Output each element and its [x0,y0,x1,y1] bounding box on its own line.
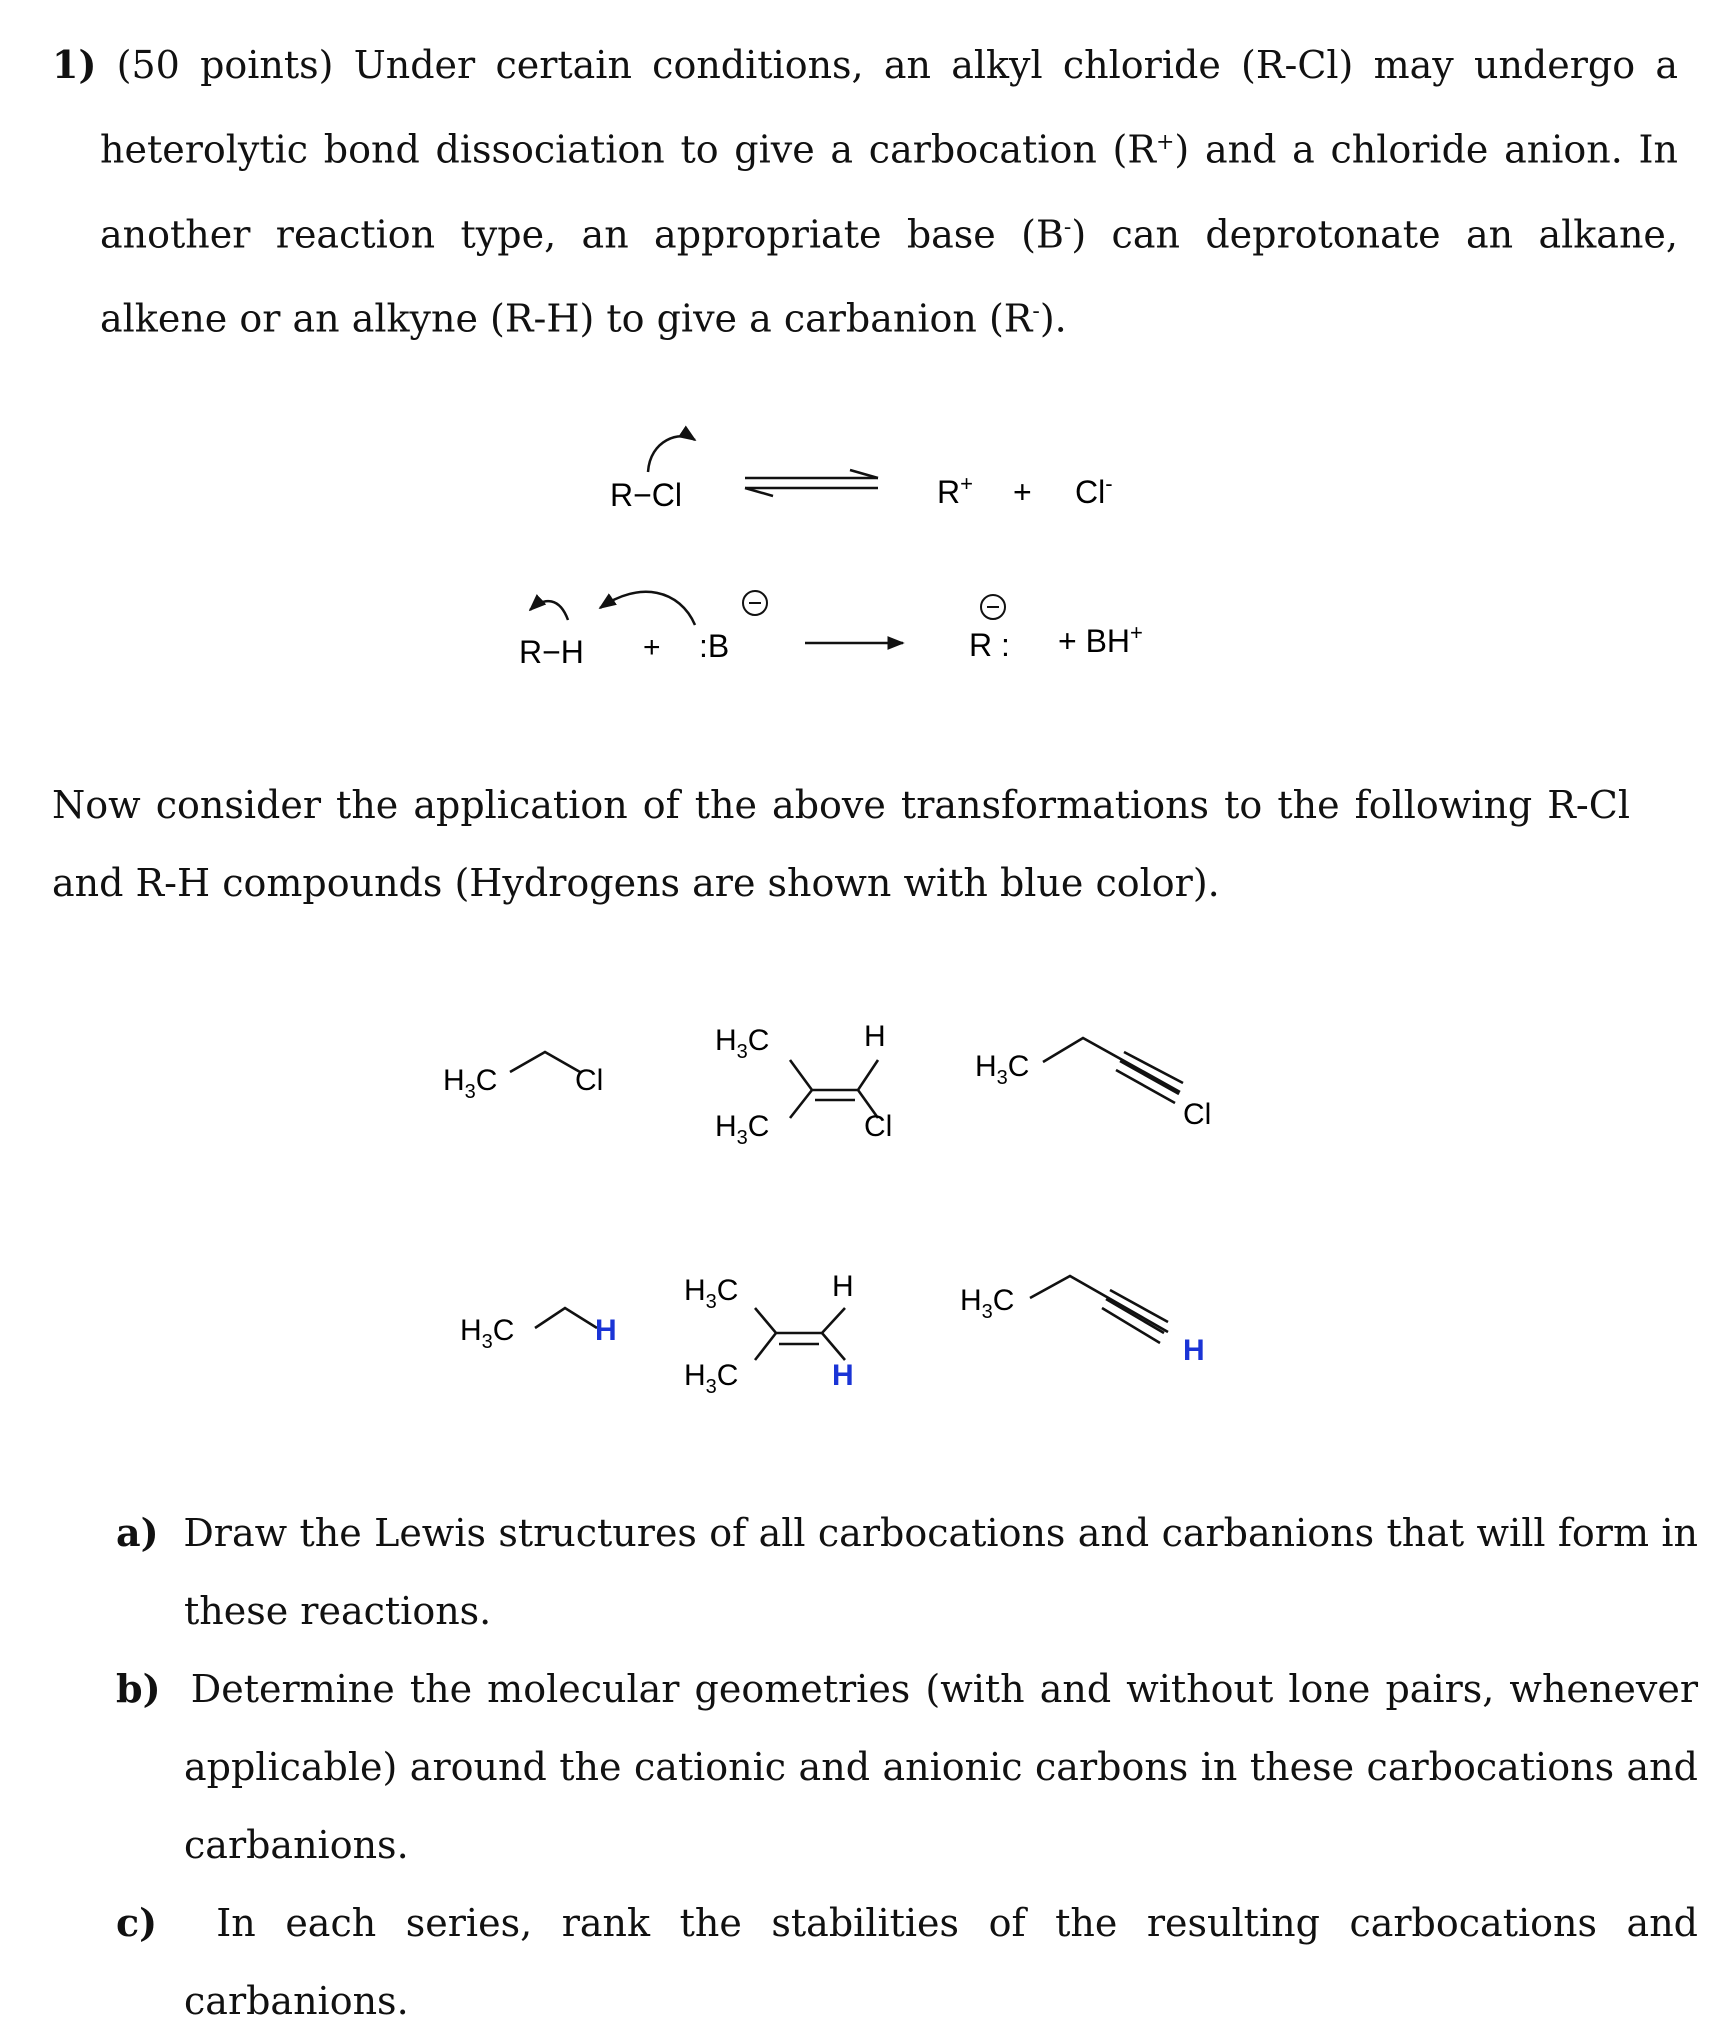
ch3-label: $H_3C$ [684,1359,739,1398]
cl-label: Cl [864,1110,893,1143]
r1-product-anion: Cl- [1075,471,1113,510]
part-a [116,1494,1698,1650]
hydrogen-label: H [832,1359,854,1392]
ch3-label: $H_3C$ [715,1110,770,1149]
curved-arrow-small-icon [530,601,568,620]
question-number: 1) [52,42,97,87]
r1-reactant: R−Cl [610,477,683,513]
hydrogen-label: H [1183,1334,1205,1367]
part-b [116,1650,1698,1884]
r2-base: :B [699,628,730,664]
curved-arrow-icon [648,436,695,472]
intro-text-2: ) and a chloride anion. In another reaction type, an appropriate base (B [100,127,1678,257]
r2-plus: + [643,631,661,664]
h-label: H [832,1270,854,1303]
ch3-label: $H_3C$ [684,1274,739,1313]
intro-text-1: Under certain conditions, an alkyl chloride (R-Cl) may undergo a heterolytic bond dissociation to give a carbocation (R [100,43,1678,172]
r2-reactant: R−H [519,634,584,670]
part-a-label: a) [116,1510,159,1555]
hydrogen-label: H [595,1314,617,1347]
r2-product-acid: + BH+ [1058,620,1143,659]
sup-minus-r: - [1032,299,1040,325]
r2-product-carbanion: R : [969,627,1010,663]
part-c [116,1884,1698,2040]
reaction-scheme [0,400,1732,1100]
cl-label: Cl [575,1064,604,1097]
cl-label: Cl [1183,1098,1212,1131]
intro-text-4: ). [1039,296,1067,341]
sup-minus-b: - [1063,214,1072,240]
r1-plus: + [1013,474,1032,510]
intro-text-3: ) can deprotonate an alkane, alkene or an alkyne (R-H) to give a carbanion (R [100,212,1678,341]
sup-plus: + [1155,130,1175,155]
part-c-label: c) [116,1900,158,1945]
question-intro [52,26,1678,358]
ch3-label: $H_3C$ [460,1314,515,1353]
h-label: H [864,1020,886,1053]
question-points: (50 points) [116,43,334,87]
part-c-text: In each series, rank the stabilities of the resulting carbocations and carbanions. [184,1901,1698,2023]
consider-paragraph: Now consider the application of the above transformations to the following R-Cl and R-H compounds (Hydrogens are shown with blue color). [52,783,1630,905]
part-a-text: Draw the Lewis structures of all carbocations and carbanions that will form in these reactions. [183,1511,1698,1633]
ch3-label: $H_3C$ [715,1024,770,1063]
compounds-diagram [0,1000,1732,1420]
part-b-text: Determine the molecular geometries (with and without lone pairs, whenever applicable) around the cationic and anionic carbons in these carbocations and carbanions. [184,1667,1698,1867]
part-b-label: b) [116,1666,161,1711]
ch3-label: $H_3C$ [443,1064,498,1103]
r1-product-cation: R+ [937,471,973,510]
ch3-label: $H_3C$ [960,1284,1015,1323]
ch3-label: $H_3C$ [975,1050,1030,1089]
curved-arrow-large-icon [600,592,695,625]
